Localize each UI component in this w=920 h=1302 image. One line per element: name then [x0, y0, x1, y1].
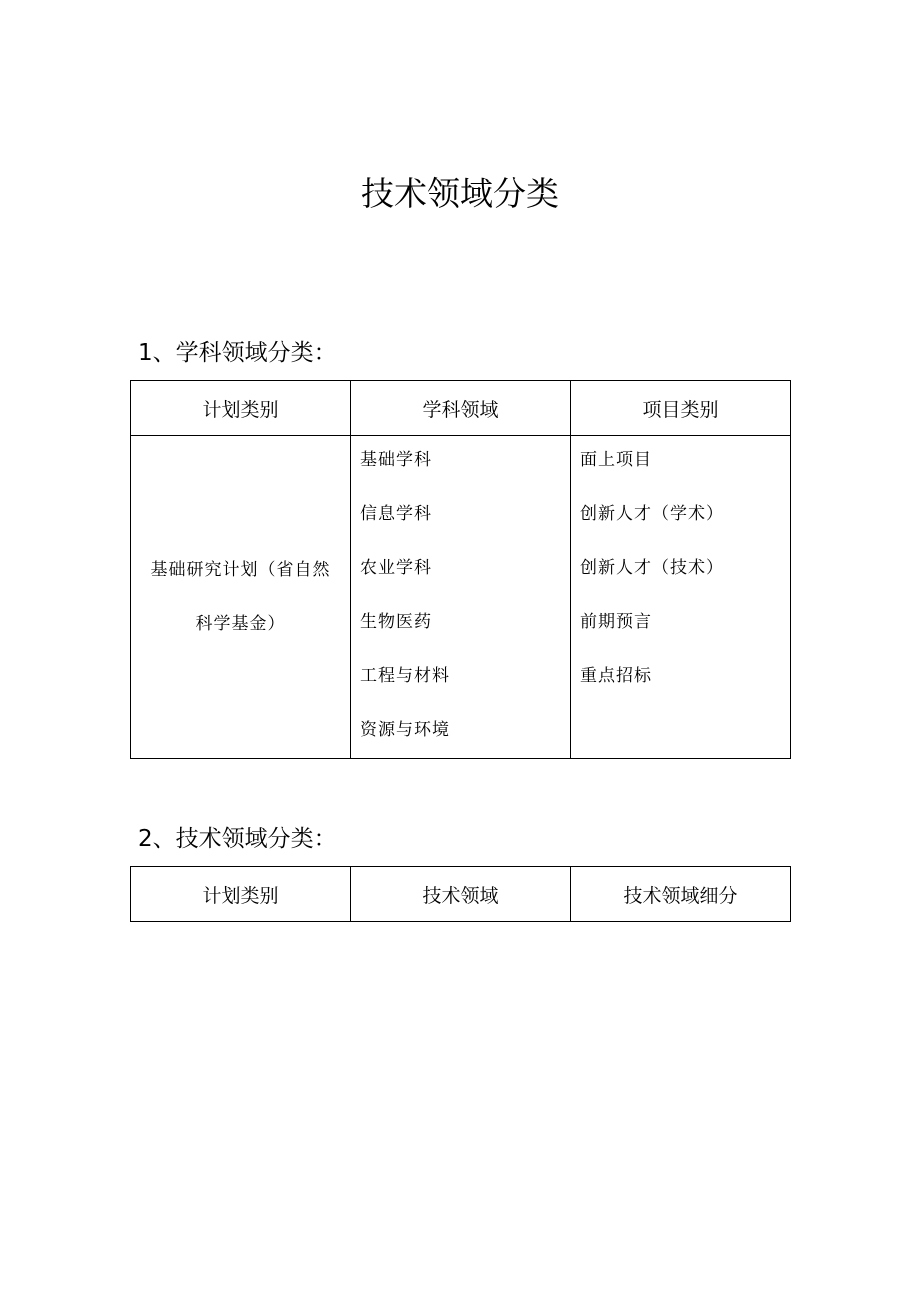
discipline-list [360, 436, 570, 741]
discipline-list-cell [351, 436, 571, 759]
plan-category-cell [131, 436, 351, 759]
list-item: 面上项目 [580, 450, 652, 470]
header-plan-category: 计划类别 [131, 381, 351, 436]
list-item: 农业学科 [360, 558, 432, 578]
table-header-row [131, 381, 791, 436]
plan-category-line: 基础研究计划（省自然 [150, 560, 331, 580]
discipline-classification-table [130, 380, 791, 759]
list-item: 重点招标 [580, 666, 652, 686]
list-item: 创新人才（技术） [580, 558, 724, 578]
table-row [131, 436, 791, 759]
list-item: 前期预言 [580, 612, 652, 632]
project-type-list [580, 436, 790, 687]
list-item: 资源与环境 [360, 720, 450, 740]
header-technology-field: 技术领域 [351, 867, 571, 922]
list-item: 基础学科 [360, 450, 432, 470]
table-header-row [131, 867, 791, 922]
list-item: 信息学科 [360, 504, 432, 524]
section-1-heading: 1、学科领域分类： [138, 340, 337, 366]
technology-classification-table [130, 866, 791, 922]
plan-category-line: 科学基金） [195, 614, 286, 634]
list-item: 工程与材料 [360, 666, 450, 686]
list-item: 生物医药 [360, 612, 432, 632]
list-item: 创新人才（学术） [580, 504, 724, 524]
header-project-category: 项目类别 [571, 381, 791, 436]
header-plan-category: 计划类别 [131, 867, 351, 922]
header-discipline-field: 学科领域 [351, 381, 571, 436]
header-technology-subfield: 技术领域细分 [571, 867, 791, 922]
document-title: 技术领域分类 [361, 174, 559, 213]
section-2-heading: 2、技术领域分类： [138, 826, 337, 852]
project-type-list-cell [571, 436, 791, 759]
